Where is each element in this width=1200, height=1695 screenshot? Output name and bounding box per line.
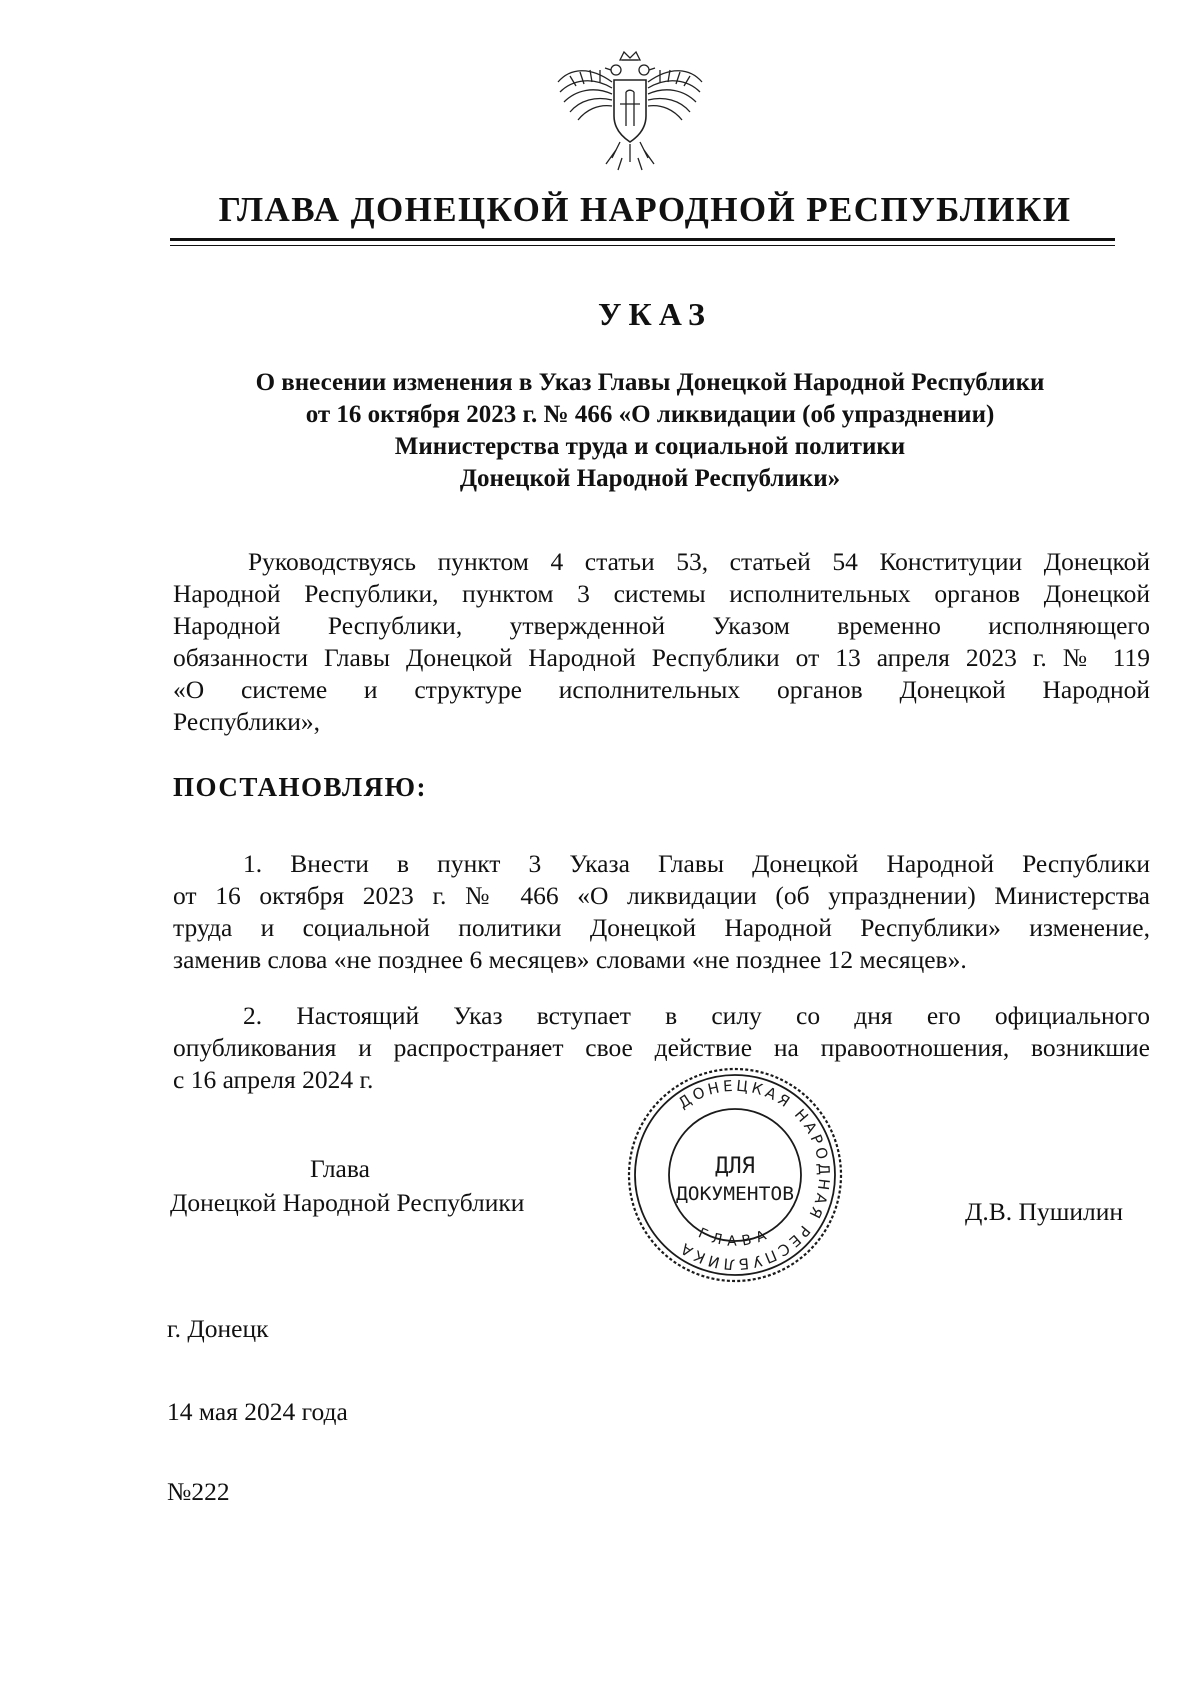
header-rule-thick	[170, 238, 1115, 241]
official-seal	[625, 1065, 845, 1285]
preamble-line: Руководствуясь пунктом 4 статьи 53, статьей 54 Конституции Донецкой	[248, 547, 1150, 576]
seal-ring-text: ДОНЕЦКАЯ НАРОДНАЯ РЕСПУБЛИКА	[674, 1076, 834, 1274]
subject-line: Министерства труда и социальной политики	[394, 433, 906, 460]
preamble-line: «О системе и структуре исполнительных органов Донецкой Народной	[173, 675, 1150, 704]
item-line: 2. Настоящий Указ вступает в силу со дня его официального	[243, 1001, 1150, 1030]
seal-bottom-text: ГЛАВА	[695, 1225, 775, 1250]
document-type: УКАЗ	[598, 296, 712, 332]
signatory-title-line: Донецкой Народной Республики	[170, 1188, 525, 1217]
item-1	[173, 848, 1150, 976]
item-line: опубликования и распространяет свое действие на правоотношения, возникшие	[173, 1033, 1150, 1062]
preamble-line: Народной Республики, утвержденной Указом временно исполняющего	[173, 611, 1150, 640]
item-line: труда и социальной политики Донецкой Народной Республики» изменение,	[173, 913, 1150, 942]
subject-line: от 16 октября 2023 г. № 466 «О ликвидации (об упразднении)	[305, 401, 995, 428]
coat-of-arms-icon	[550, 46, 710, 176]
subject-line: О внесении изменения в Указ Главы Донецкой Народной Республики	[255, 369, 1045, 396]
subject-line: Донецкой Народной Республики»	[459, 465, 841, 492]
seal-center-line: ДЛЯ	[715, 1154, 755, 1179]
issuer-heading: ГЛАВА ДОНЕЦКОЙ НАРОДНОЙ РЕСПУБЛИКИ	[218, 190, 1072, 229]
decree-word: ПОСТАНОВЛЯЮ:	[173, 772, 427, 802]
issue-date: 14 мая 2024 года	[167, 1397, 348, 1426]
item-line: с 16 апреля 2024 г.	[173, 1065, 374, 1094]
seal-center-line: ДОКУМЕНТОВ	[676, 1183, 794, 1205]
item-line: заменив слова «не позднее 6 месяцев» словами «не позднее 12 месяцев».	[173, 945, 967, 974]
header-rule-thin	[170, 245, 1115, 246]
svg-text:ГЛАВА	[696, 1225, 774, 1249]
signatory-name: Д.В. Пушилин	[965, 1197, 1123, 1226]
item-line: 1. Внести в пункт 3 Указа Главы Донецкой Народной Республики	[243, 849, 1150, 878]
document-number: №222	[167, 1477, 230, 1506]
signatory-title	[170, 1152, 570, 1220]
document-subject	[150, 367, 1150, 495]
preamble	[173, 546, 1150, 738]
preamble-line: обязанности Главы Донецкой Народной Республики от 13 апреля 2023 г. № 119	[173, 643, 1150, 672]
preamble-line: Республики»,	[173, 707, 321, 736]
preamble-line: Народной Республики, пунктом 3 системы исполнительных органов Донецкой	[173, 579, 1150, 608]
issue-place: г. Донецк	[167, 1314, 269, 1343]
item-line: от 16 октября 2023 г. № 466 «О ликвидации (об упразднении) Министерства	[173, 881, 1150, 910]
signatory-title-line: Глава	[310, 1154, 370, 1183]
